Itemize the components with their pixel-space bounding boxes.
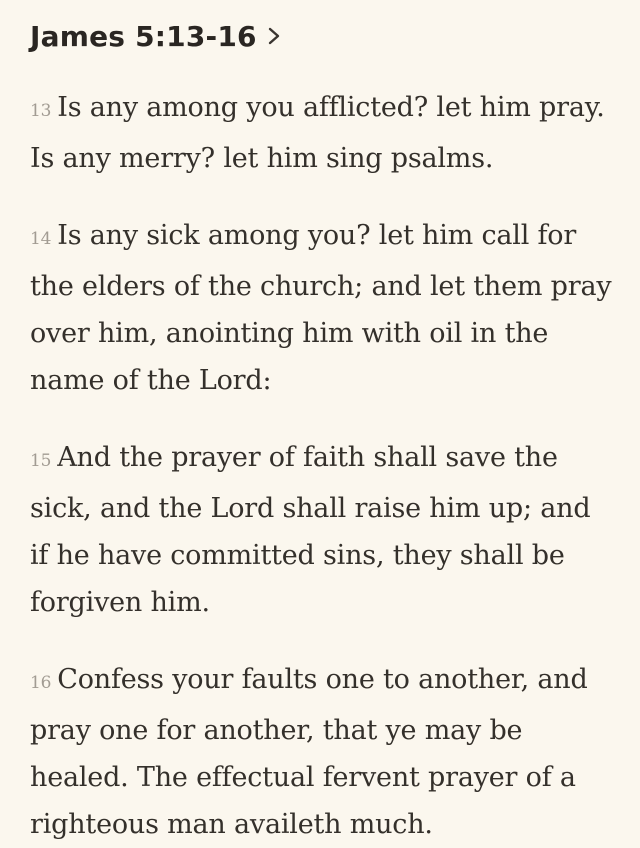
passage-reference[interactable]: James 5:13-16	[30, 19, 257, 53]
verse-text: And the prayer of faith shall save the sick, and the Lord shall raise him up; and if he have committed sins, they shall be forgiven him.	[30, 442, 591, 618]
verse-15[interactable]	[30, 434, 612, 626]
verse-13[interactable]	[30, 84, 612, 182]
verse-number: 13	[30, 101, 52, 121]
verse-number: 16	[30, 673, 52, 693]
verse-number: 14	[30, 229, 52, 249]
verse-text: Is any among you afflicted? let him pray. Is any merry? let him sing psalms.	[30, 92, 605, 174]
verse-16[interactable]	[30, 656, 612, 848]
verse-list	[30, 84, 612, 848]
verse-text: Is any sick among you? let him call for the elders of the church; and let them pray over him, anointing him with oil in the name of the Lord:	[30, 220, 612, 396]
verse-number: 15	[30, 451, 52, 471]
chevron-right-icon[interactable]	[267, 27, 281, 45]
passage-header[interactable]	[30, 16, 612, 56]
verse-text: Confess your faults one to another, and pray one for another, that ye may be healed. The effectual fervent prayer of a righteous man availeth much.	[30, 664, 588, 840]
verse-14[interactable]	[30, 212, 612, 404]
